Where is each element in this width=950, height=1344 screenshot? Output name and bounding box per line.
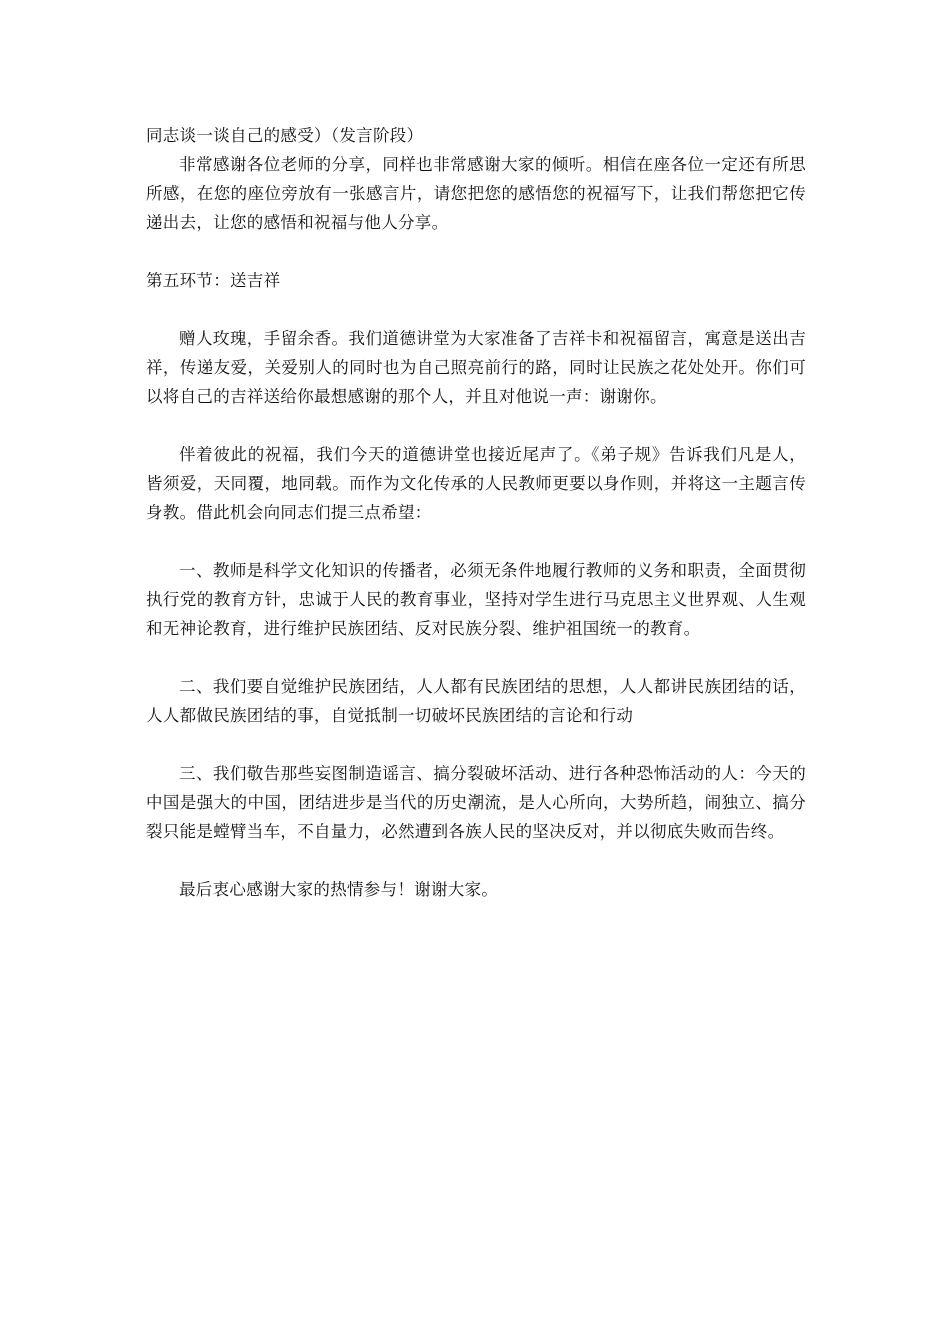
- paragraph-thanks-sharing: 非常感谢各位老师的分享，同样也非常感谢大家的倾听。相信在座各位一定还有所思所感，在您的座位旁放有一张感言片，请您把您的感悟您的祝福写下，让我们帮您把它传递出去，让您的感悟和祝福与他人分享。: [146, 155, 806, 232]
- paragraph-hope-two: 二、我们要自觉维护民族团结，人人都有民族团结的思想，人人都讲民族团结的话，人人都做民族团结的事，自觉抵制一切破坏民族团结的言论和行动: [146, 677, 806, 725]
- paragraph-intro-continuation: 同志谈一谈自己的感受）（发言阶段）: [146, 126, 424, 145]
- section-heading-fifth: 第五环节：送吉祥: [146, 271, 281, 290]
- paragraph-closing-remarks: 伴着彼此的祝福，我们今天的道德讲堂也接近尾声了。《弟子规》告诉我们凡是人，皆须爱，天同覆，地同载。而作为文化传承的人民教师更要以身作则，并将这一主题言传身教。借此机会向同志们提三点希望：: [146, 445, 806, 522]
- paragraph-hope-three: 三、我们敬告那些妄图制造谣言、搞分裂破坏活动、进行各种恐怖活动的人：今天的中国是强大的中国，团结进步是当代的历史潮流，是人心所向，大势所趋，闹独立、搞分裂只能是螳臂当车，不自量力，必然遭到各族人民的坚决反对，并以彻底失败而告终。: [146, 764, 806, 841]
- paragraph-final-thanks: 最后衷心感谢大家的热情参与！谢谢大家。: [179, 880, 499, 899]
- paragraph-hope-one: 一、教师是科学文化知识的传播者，必须无条件地履行教师的义务和职责，全面贯彻执行党的教育方针，忠诚于人民的教育事业，坚持对学生进行马克思主义世界观、人生观和无神论教育，进行维护民族团结、反对民族分裂、维护祖国统一的教育。: [146, 561, 806, 638]
- paragraph-roses: 赠人玫瑰，手留余香。我们道德讲堂为大家准备了吉祥卡和祝福留言，寓意是送出吉祥，传递友爱，关爱别人的同时也为自己照亮前行的路，同时让民族之花处处开。你们可以将自己的吉祥送给你最想感谢的那个人，并且对他说一声：谢谢你。: [146, 329, 806, 406]
- document-body: [146, 121, 806, 904]
